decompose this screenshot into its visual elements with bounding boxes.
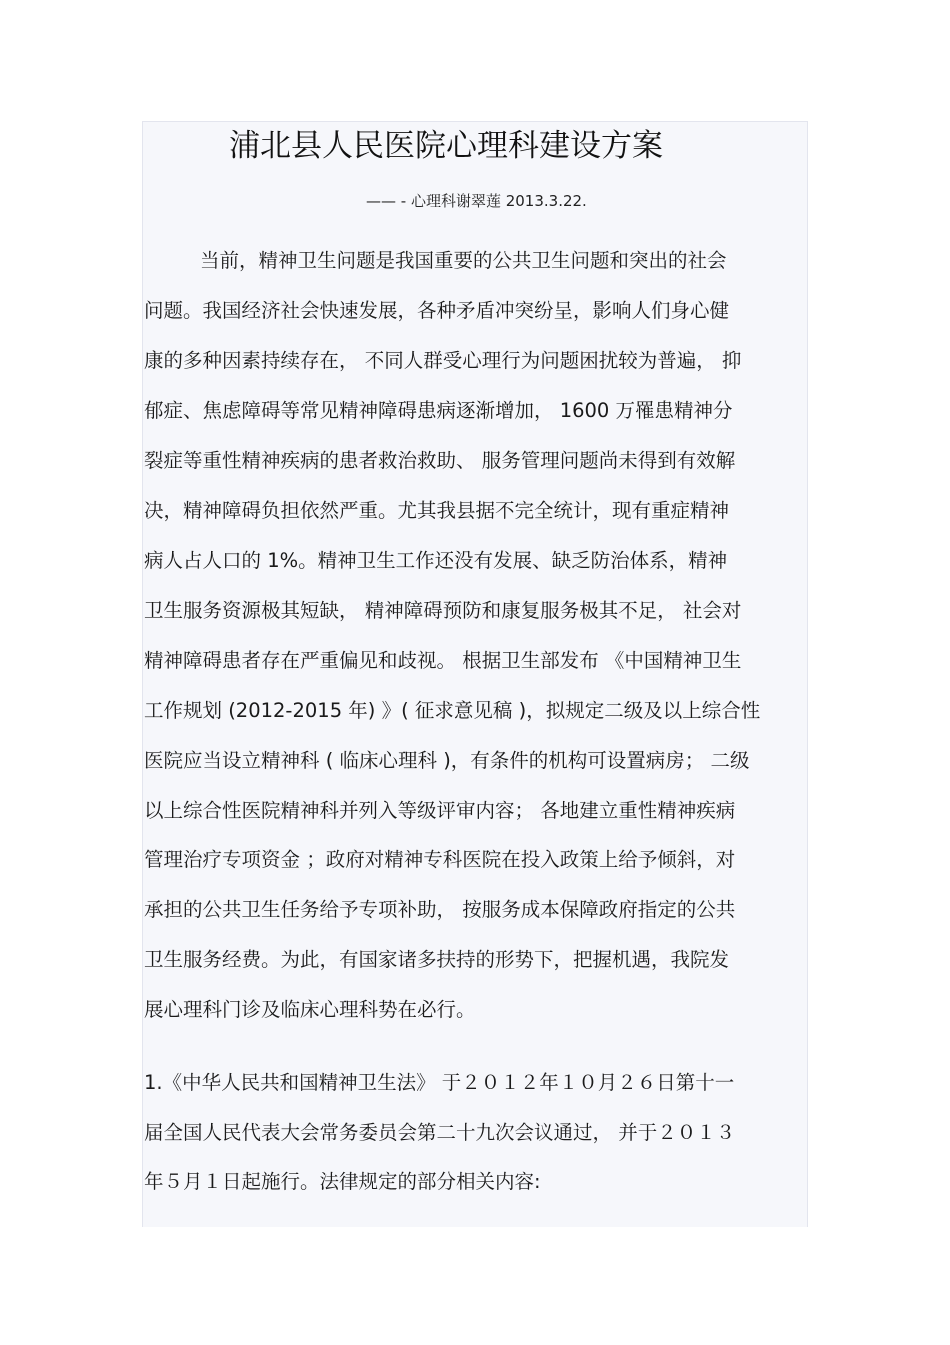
paragraph-line: 卫生服务经费。为此，有国家诸多扶持的形势下，把握机遇，我院发 [144,948,730,971]
paragraph-line: 以上综合性医院精神科并列入等级评审内容； 各地建立重性精神疾病 [144,799,736,822]
paragraph-line: 问题。我国经济社会快速发展，各种矛盾冲突纷呈，影响人们身心健 [144,299,730,322]
paragraph-line: 卫生服务资源极其短缺， 精神障碍预防和康复服务极其不足， 社会对 [144,599,742,622]
paragraph-line: 决，精神障碍负担依然严重。尤其我县据不完全统计，现有重症精神 [144,499,730,522]
paragraph-line: 管理治疗专项资金 ；政府对精神专科医院在投入政策上给予倾斜，对 [144,848,736,871]
document-title: 浦北县人民医院心理科建设方案 [229,128,663,164]
paragraph-line: 届全国人民代表大会常务委员会第二十九次会议通过， 并于２０１３ [144,1121,736,1144]
paragraph-line: 精神障碍患者存在严重偏见和歧视。 根据卫生部发布 《中国精神卫生 [144,649,742,672]
paragraph-line: 裂症等重性精神疾病的患者救治救助、 服务管理问题尚未得到有效解 [144,449,736,472]
paragraph-line: 工作规划 (2012-2015 年) 》( 征求意见稿 )，拟规定二级及以上综合性 [144,699,761,722]
paragraph-line: 年５月１日起施行。法律规定的部分相关内容: [144,1170,541,1193]
paragraph-line: 展心理科门诊及临床心理科势在必行。 [144,998,476,1021]
paragraph-line: 1.《中华人民共和国精神卫生法》 于２０１２年１０月２６日第十一 [144,1071,735,1094]
paragraph-line: 病人占人口的 1%。精神卫生工作还没有发展、缺乏防治体系，精神 [144,549,728,572]
paragraph-line: 承担的公共卫生任务给予专项补助， 按服务成本保障政府指定的公共 [144,898,736,921]
document-byline: —— - 心理科谢翠莲 2013.3.22. [366,192,587,210]
paragraph-line: 医院应当设立精神科 ( 临床心理科 )，有条件的机构可设置病房； 二级 [144,749,750,772]
paragraph-line: 郁症、焦虑障碍等常见精神障碍患病逐渐增加， 1600 万罹患精神分 [144,399,733,422]
paragraph-line: 康的多种因素持续存在， 不同人群受心理行为问题困扰较为普遍， 抑 [144,349,742,372]
paragraph-line: 当前，精神卫生问题是我国重要的公共卫生问题和突出的社会 [200,249,727,272]
